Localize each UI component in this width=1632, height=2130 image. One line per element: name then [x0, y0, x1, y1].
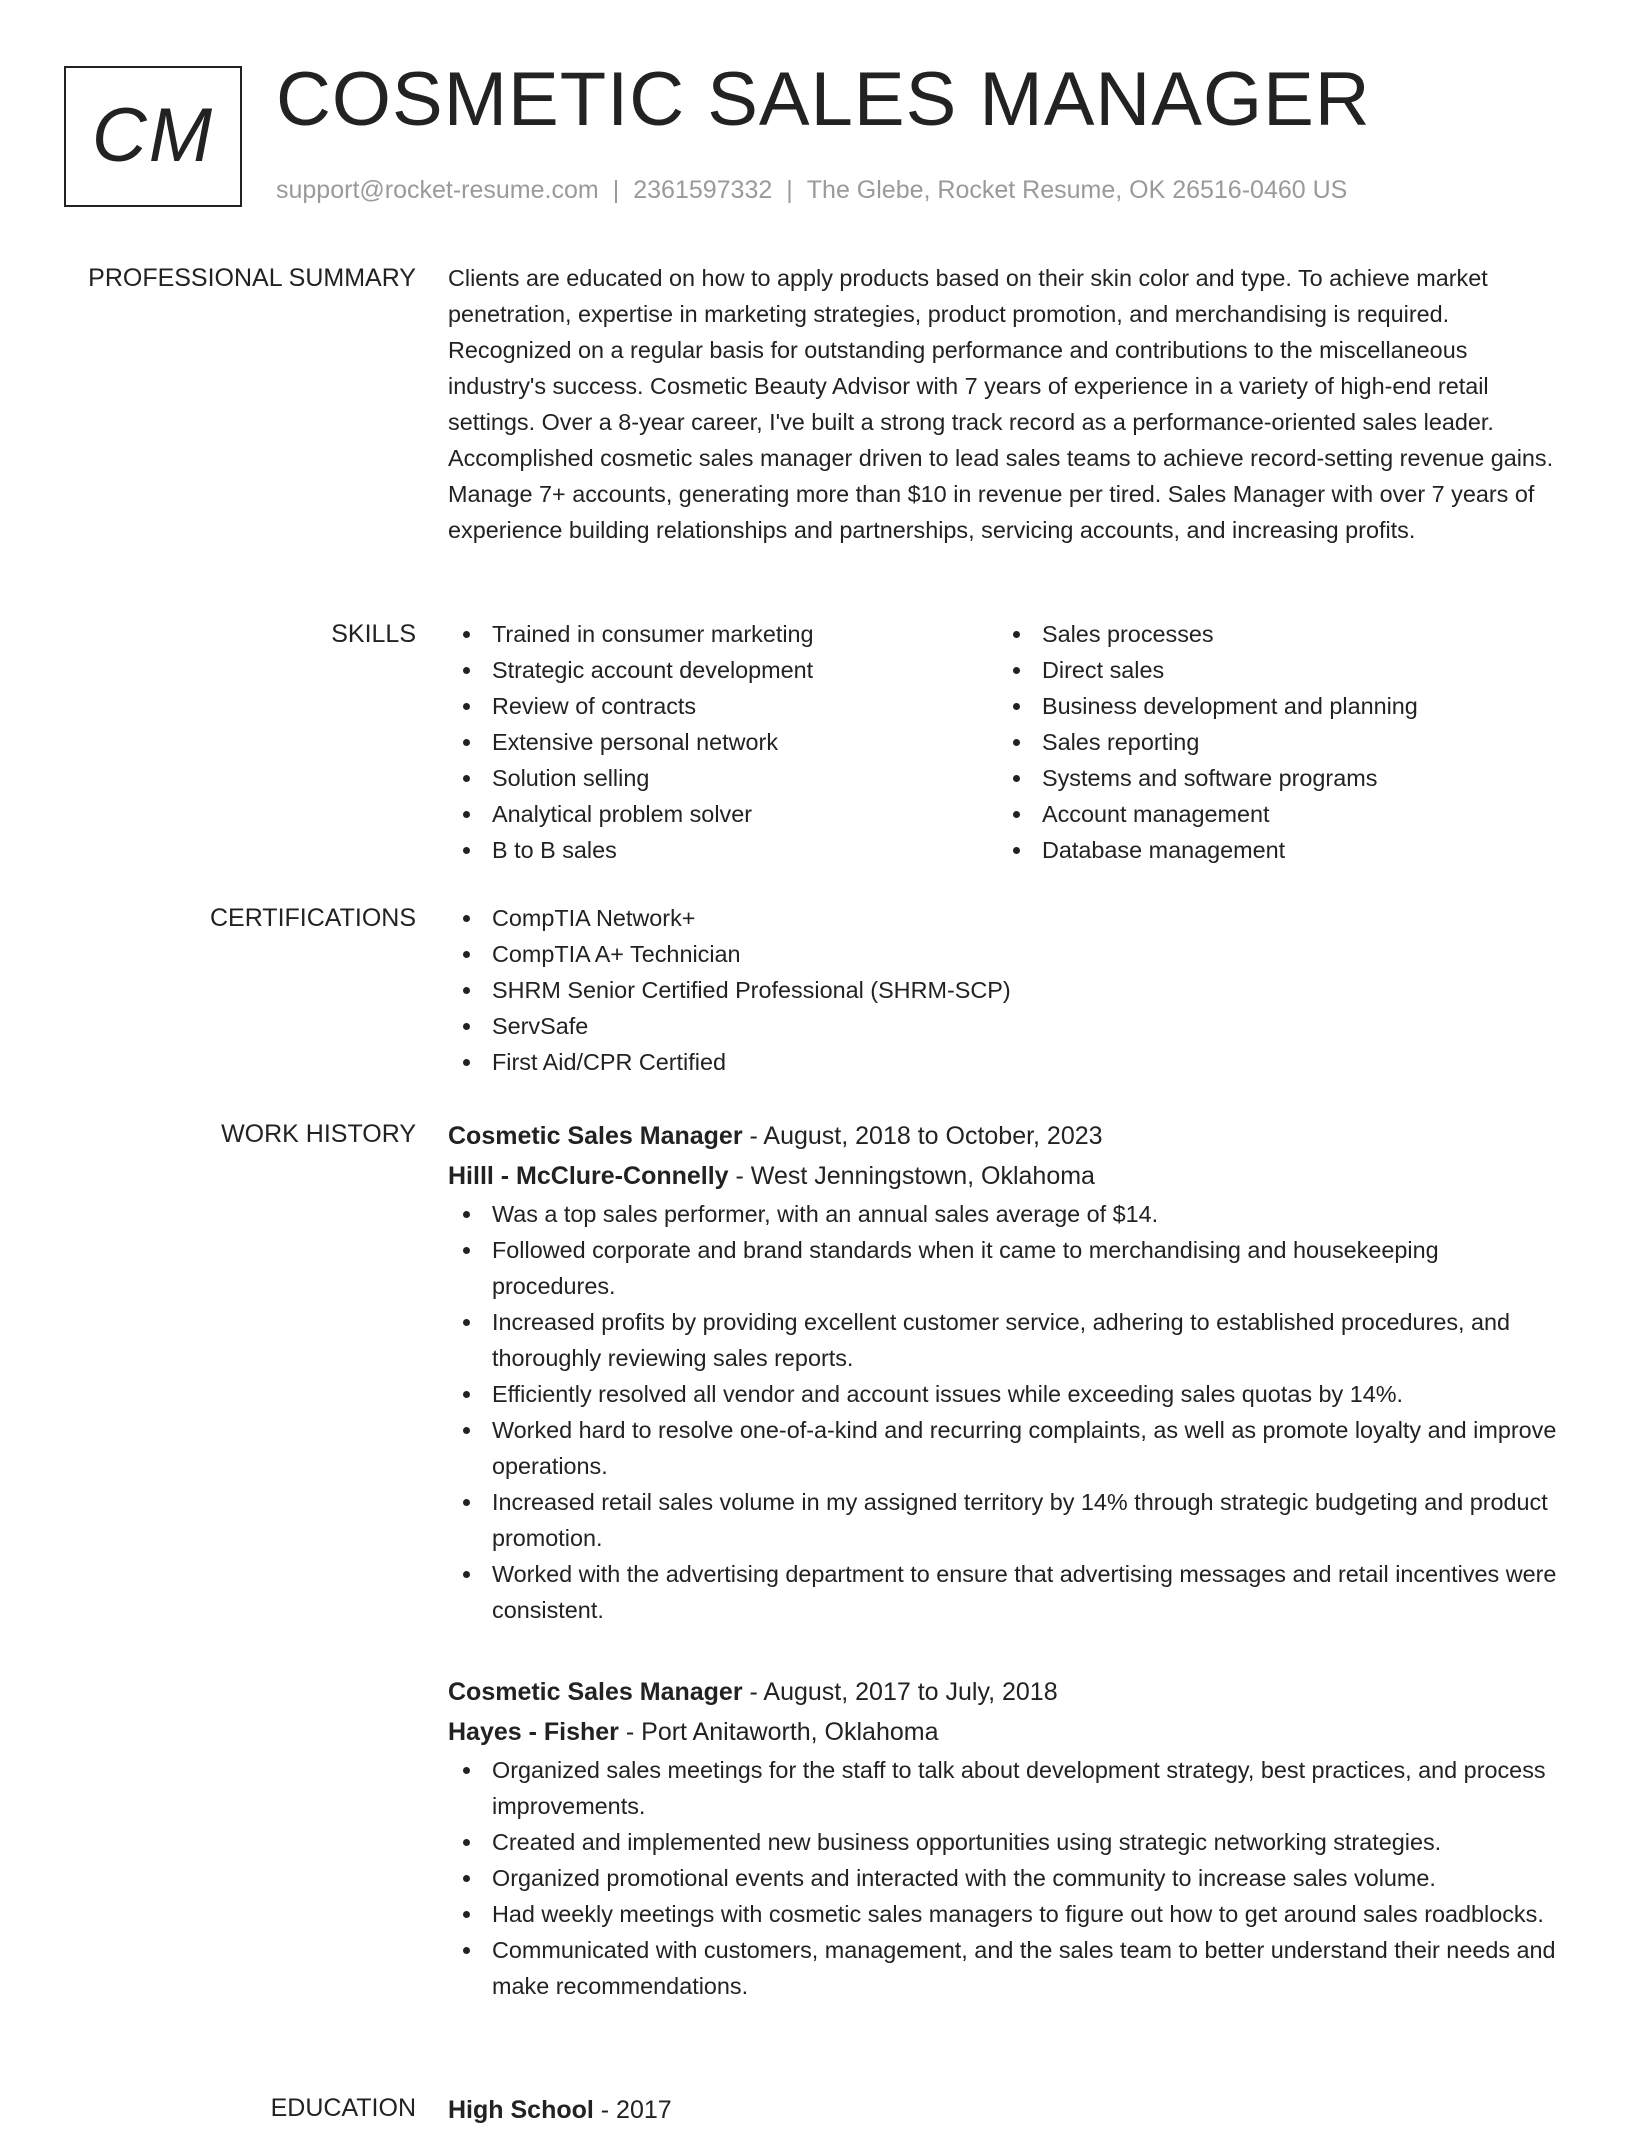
job-location: - Port Anitaworth, Oklahoma: [618, 1718, 939, 1746]
summary-heading: PROFESSIONAL SUMMARY: [88, 264, 416, 292]
certifications-list: [448, 900, 1558, 1080]
skill-item: Strategic account development: [448, 652, 998, 688]
skill-item: Business development and planning: [998, 688, 1548, 724]
skill-item: Systems and software programs: [998, 760, 1548, 796]
skill-item: Review of contracts: [448, 688, 998, 724]
job-dates: - August, 2018 to October, 2023: [742, 1122, 1103, 1150]
job-dates: - August, 2017 to July, 2018: [742, 1678, 1058, 1706]
contact-address: The Glebe, Rocket Resume, OK 26516-0460 US: [806, 176, 1348, 204]
certifications-body: [448, 900, 1558, 1080]
skill-item: Sales processes: [998, 616, 1548, 652]
contact-separator: |: [612, 176, 620, 204]
skill-item: Extensive personal network: [448, 724, 998, 760]
skill-item: Sales reporting: [998, 724, 1548, 760]
monogram-box: [64, 66, 242, 207]
job-bullet: Worked with the advertising department to ensure that advertising messages and retail incentives were consistent.: [448, 1556, 1558, 1628]
job-bullet: Increased retail sales volume in my assigned territory by 14% through strategic budgeting and product promotion.: [448, 1484, 1558, 1556]
job-company-line: [448, 1156, 1558, 1196]
skills-list-right: [998, 616, 1548, 868]
contact-separator: |: [786, 176, 793, 204]
job-location: - West Jenningstown, Oklahoma: [728, 1162, 1095, 1190]
job-title-line: [448, 1672, 1558, 1712]
skill-item: Solution selling: [448, 760, 998, 796]
job-company-line: [448, 1712, 1558, 1752]
skills-grid: [448, 616, 1558, 868]
certification-item: SHRM Senior Certified Professional (SHRM-SCP): [448, 972, 1558, 1008]
skill-item: Analytical problem solver: [448, 796, 998, 832]
skill-item: Trained in consumer marketing: [448, 616, 998, 652]
certification-item: ServSafe: [448, 1008, 1558, 1044]
certification-item: CompTIA Network+: [448, 900, 1558, 936]
job-bullets: [448, 1196, 1558, 1628]
education-line: [448, 2090, 1558, 2130]
contact-phone: 2361597332: [633, 176, 773, 204]
skill-item: B to B sales: [448, 832, 998, 868]
job-bullet: Followed corporate and brand standards when it came to merchandising and housekeeping procedures.: [448, 1232, 1558, 1304]
monogram-initials: CM: [91, 93, 215, 178]
job-company: Hilll - McClure-Connelly: [448, 1162, 729, 1190]
skill-item: Direct sales: [998, 652, 1548, 688]
summary-text: Clients are educated on how to apply products based on their skin color and type. To achieve market penetration, expertise in marketing strategies, product promotion, and merchandising is required. Recognized on a regular basis for outstanding performance and contributions to the miscellaneous industry's success. Cosmetic Beauty Advisor with 7 years of experience in a variety of high-end retail settings. Over a 8-year career, I've built a strong track record as a performance-oriented sales leader. Accomplished cosmetic sales manager driven to lead sales teams to achieve record-setting revenue gains. Manage 7+ accounts, generating more than $10 in revenue per tired. Sales Manager with over 7 years of experience building relationships and partnerships, servicing accounts, and increasing profits.: [448, 265, 1554, 543]
job-entry: [448, 1116, 1558, 1628]
contact-line: [276, 174, 1347, 206]
job-title: Cosmetic Sales Manager: [448, 1678, 743, 1706]
job-entry: [448, 1672, 1558, 2004]
summary-body: [448, 260, 1558, 548]
job-title: Cosmetic Sales Manager: [448, 1122, 743, 1150]
work-history-body: [448, 1116, 1558, 2048]
education-school: High School: [448, 2096, 594, 2124]
education-heading: EDUCATION: [270, 2094, 416, 2122]
job-bullet: Organized sales meetings for the staff to talk about development strategy, best practices, and process improvements.: [448, 1752, 1558, 1824]
job-bullet: Organized promotional events and interacted with the community to increase sales volume.: [448, 1860, 1558, 1896]
job-bullets: [448, 1752, 1558, 2004]
job-bullet: Worked hard to resolve one-of-a-kind and recurring complaints, as well as promote loyalty and improve operations.: [448, 1412, 1558, 1484]
skills-heading: SKILLS: [331, 620, 416, 648]
skills-body: [448, 616, 1558, 868]
contact-email: support@rocket-resume.com: [276, 176, 599, 204]
job-company: Hayes - Fisher: [448, 1718, 619, 1746]
job-bullet: Increased profits by providing excellent customer service, adhering to established procedures, and thoroughly reviewing sales reports.: [448, 1304, 1558, 1376]
skills-list-left: [448, 616, 998, 868]
job-bullet: Efficiently resolved all vendor and account issues while exceeding sales quotas by 14%.: [448, 1376, 1558, 1412]
skill-item: Account management: [998, 796, 1548, 832]
certification-item: First Aid/CPR Certified: [448, 1044, 1558, 1080]
certification-item: CompTIA A+ Technician: [448, 936, 1558, 972]
job-bullet: Created and implemented new business opportunities using strategic networking strategies.: [448, 1824, 1558, 1860]
job-title-line: [448, 1116, 1558, 1156]
work-history-heading: WORK HISTORY: [221, 1120, 416, 1148]
education-year: - 2017: [593, 2096, 672, 2124]
certifications-heading: CERTIFICATIONS: [209, 904, 416, 932]
job-bullet: Had weekly meetings with cosmetic sales managers to figure out how to get around sales roadblocks.: [448, 1896, 1558, 1932]
job-bullet: Communicated with customers, management, and the sales team to better understand their needs and make recommendations.: [448, 1932, 1558, 2004]
job-bullet: Was a top sales performer, with an annual sales average of $14.: [448, 1196, 1558, 1232]
resume-title: COSMETIC SALES MANAGER: [276, 57, 1371, 142]
education-body: [448, 2090, 1558, 2130]
skill-item: Database management: [998, 832, 1548, 868]
